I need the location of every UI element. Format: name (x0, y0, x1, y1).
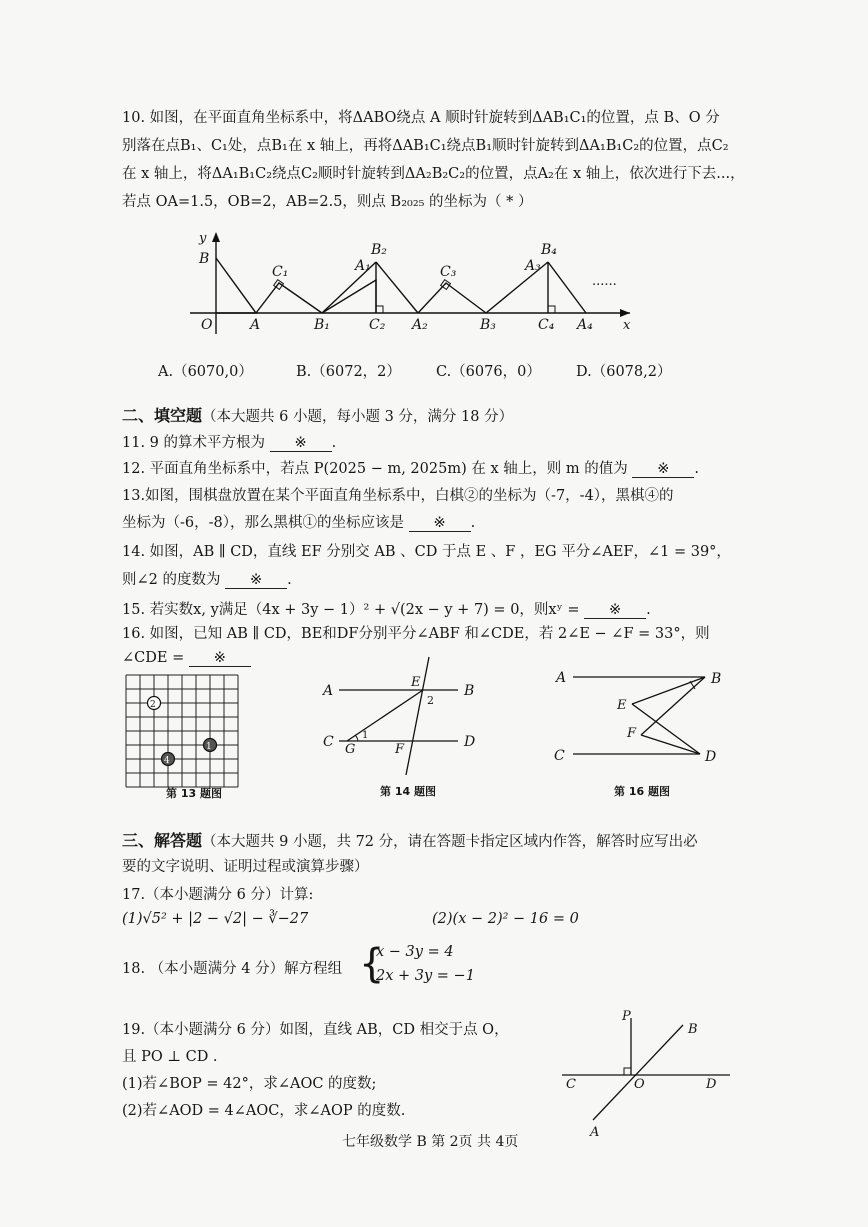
section-3-line-2: 要的文字说明、证明过程或演算步骤） (122, 859, 369, 875)
point-A-label: A (250, 317, 261, 333)
q16-line-2: ∠CDE = (122, 650, 185, 666)
q19-line-2: 且 PO ⊥ CD . (122, 1049, 218, 1065)
fig14-angle-2: 2 (427, 694, 434, 707)
fig16-label-F: F (627, 726, 637, 741)
fig14-label-C: C (323, 734, 334, 750)
q19-line-1: 19.（本小题满分 6 分）如图，直线 AB，CD 相交于点 O， (122, 1022, 509, 1038)
fig16-label-E: E (617, 698, 627, 713)
fig16-label-A: A (556, 670, 567, 686)
q10-line-3: 在 x 轴上，将ΔA₁B₁C₂绕点C₂顺时针旋转到ΔA₂B₂C₂的位置，点A₂在 x 轴上，依次进行下去...， (122, 166, 745, 182)
point-A2-label: A₂ (412, 317, 428, 333)
point-C3-label: C₃ (440, 264, 457, 280)
fig14-label-A: A (323, 683, 334, 699)
fig19-label-P: P (622, 1009, 631, 1024)
q19-line-3: (1)若∠BOP = 42°，求∠AOC 的度数; (122, 1076, 377, 1092)
continuation-dots: ...... (592, 274, 617, 289)
fig14-angle-1: 1 (362, 730, 369, 741)
fig16-label-B: B (711, 671, 722, 687)
q16-answer-blank: ※ (189, 650, 251, 667)
point-B1-label: B₁ (314, 317, 330, 333)
q10-option-d: D.（6078,2） (576, 364, 672, 380)
point-B-label: B (199, 251, 210, 267)
axis-y-label: y (199, 231, 207, 246)
point-C2-label: C₂ (369, 317, 386, 333)
caption-fig-16: 第 16 题图 (614, 785, 670, 798)
q13-line-2: 坐标为（-6，-8），那么黑棋①的坐标应该是 (122, 515, 404, 531)
point-B3-label: B₃ (480, 317, 496, 333)
q10-option-c: C.（6076，0） (436, 364, 541, 380)
q10-line-1: 10. 如图，在平面直角坐标系中，将ΔABO绕点 A 顺时针旋转到ΔAB₁C₁的位置，点 B、O 分 (122, 110, 720, 126)
q18-title: 18. （本小题满分 4 分）解方程组 (122, 961, 343, 977)
fig19-label-C: C (566, 1077, 576, 1092)
point-C1-label: C₁ (272, 264, 289, 280)
q17-title: 17.（本小题满分 6 分）计算: (122, 887, 314, 903)
fig14-label-E: E (411, 675, 421, 690)
fig19-label-D: D (706, 1077, 717, 1092)
fig16-label-D: D (705, 749, 717, 765)
q11-text: 11. 9 的算术平方根为 (122, 435, 266, 451)
q17-part-1: (1)√5² + |2 − √2| − ∛−27 (122, 911, 309, 927)
q18-equation-1: x − 3y = 4 (376, 944, 454, 960)
q14-line-1: 14. 如图，AB ∥ CD，直线 EF 分别交 AB 、CD 于点 E 、F ，EG 平分∠AEF，∠1 = 39°， (122, 544, 731, 560)
q12-text: 12. 平面直角坐标系中，若点 P(2025 − m, 2025m) 在 x 轴上，则 m 的值为 (122, 461, 628, 477)
q14-answer-blank: ※ (225, 572, 287, 589)
q15-text: 15. 若实数x, y满足（4x + 3y − 1）² + √(2x − y + 7) = 0，则xʸ = (122, 602, 580, 618)
fig14-label-B: B (464, 683, 475, 699)
q18-equation-2: 2x + 3y = −1 (376, 968, 475, 984)
page-footer: 七年级数学 B 第 2页 共 4页 (342, 1134, 519, 1150)
q13-line-1: 13.如图，围棋盘放置在某个平面直角坐标系中，白棋②的坐标为（-7，-4），黑棋④的 (122, 488, 674, 504)
q10-option-a: A.（6070,0） (158, 364, 253, 380)
black-stone-1-label: 1 (206, 742, 212, 752)
white-stone-2-label: 2 (150, 700, 156, 710)
q13-answer-blank: ※ (409, 515, 471, 532)
q18-system-brace: { (359, 941, 385, 987)
fig14-label-F: F (395, 742, 405, 757)
point-C4-label: C₄ (538, 317, 555, 333)
q15-answer-blank: ※ (584, 602, 646, 619)
q10-line-2: 别落在点B₁、C₁处，点B₁在 x 轴上，再将ΔAB₁C₁绕点B₁顺时针旋转到ΔA₁B₁C₂的位置，点C₂ (122, 138, 729, 154)
q10-line-4: 若点 OA=1.5，OB=2，AB=2.5，则点 B₂₀₂₅ 的坐标为（ * ） (122, 194, 533, 210)
q17-part-2: (2)(x − 2)² − 16 = 0 (432, 911, 579, 927)
q14-line-2: 则∠2 的度数为 (122, 572, 221, 588)
section-2-heading: 二、填空题 (122, 406, 203, 425)
q12-answer-blank: ※ (632, 461, 694, 478)
q11-answer-blank: ※ (270, 435, 332, 452)
point-B4-label: B₄ (541, 242, 557, 258)
point-A1-label: A₁ (355, 258, 371, 274)
fig19-label-O: O (634, 1077, 645, 1092)
point-A4-label: A₄ (577, 317, 593, 333)
q10-option-b: B.（6072，2） (296, 364, 401, 380)
black-stone-4-label: 4 (164, 756, 170, 766)
section-3-heading: 三、解答题 (122, 831, 203, 850)
caption-fig-13: 第 13 题图 (166, 787, 222, 800)
fig14-label-D: D (464, 734, 476, 750)
section-3-line-1: （本大题共 9 小题，共 72 分，请在答题卡指定区域内作答，解答时应写出必 (202, 834, 698, 850)
fig16-label-C: C (554, 748, 565, 764)
section-2-note: （本大题共 6 小题，每小题 3 分，满分 18 分） (202, 409, 514, 425)
fig14-label-G: G (345, 742, 356, 757)
q16-line-1: 16. 如图，已知 AB ∥ CD，BE和DF分别平分∠ABF 和∠CDE，若 2∠E − ∠F = 33°，则 (122, 626, 710, 642)
point-B2-label: B₂ (371, 242, 387, 258)
axis-x-label: x (623, 318, 631, 333)
caption-fig-14: 第 14 题图 (380, 785, 436, 798)
point-O-label: O (201, 317, 213, 333)
q19-line-4: (2)若∠AOD = 4∠AOC，求∠AOP 的度数. (122, 1103, 406, 1119)
point-A3-label: A₃ (525, 258, 541, 274)
fig19-label-B: B (688, 1022, 698, 1037)
fig19-label-A: A (590, 1125, 600, 1140)
